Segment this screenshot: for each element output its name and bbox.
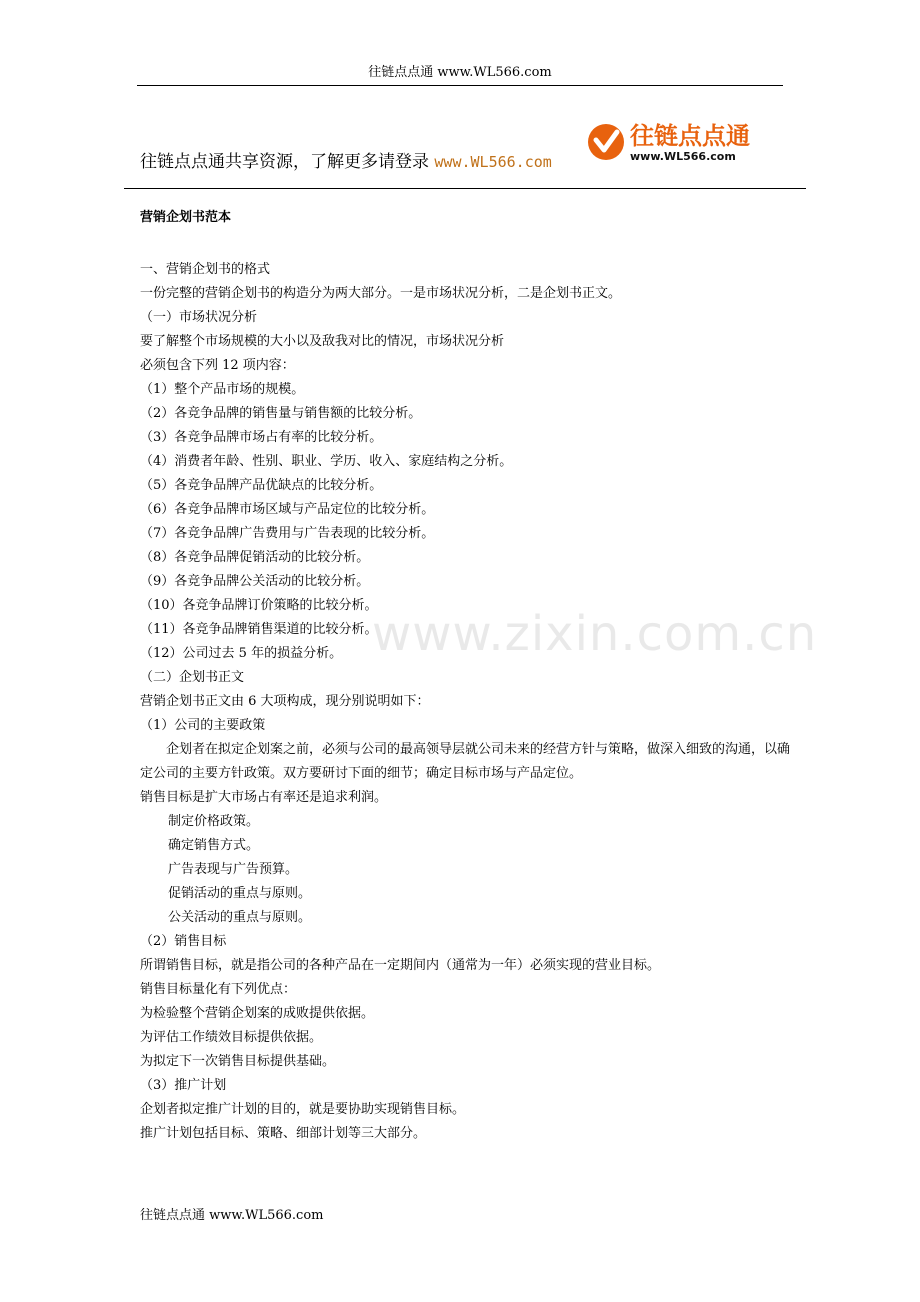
body-line: 销售目标是扩大市场占有率还是追求利润。 (140, 790, 388, 805)
body-line: （7）各竞争品牌广告费用与广告表现的比较分析。 (140, 526, 435, 541)
brand-logo[interactable] (586, 122, 750, 168)
body-line: 确定销售方式。 (168, 838, 260, 853)
body-line: 一份完整的营销企划书的构造分为两大部分。一是市场状况分析，二是企划书正文。 (140, 286, 622, 301)
body-line: 营销企划书正文由 6 大项构成，现分别说明如下： (140, 694, 430, 709)
document-body (140, 258, 790, 1146)
body-line: 企划者在拟定企划案之前，必须与公司的最高领导层就公司未来的经营方针与策略，做深入细致的沟通，以确定公司的主要方针政策。双方要研讨下面的细节；确定目标市场与产品定位。 (140, 742, 791, 781)
body-line: 一、营销企划书的格式 (140, 262, 271, 277)
body-line: 企划者拟定推广计划的目的，就是要协助实现销售目标。 (140, 1102, 466, 1117)
body-line: 制定价格政策。 (168, 814, 260, 829)
body-line: 要了解整个市场规模的大小以及敌我对比的情况，市场状况分析 (140, 334, 505, 349)
logo-url: www.WL566.com (630, 150, 736, 163)
body-line: 所谓销售目标，就是指公司的各种产品在一定期间内（通常为一年）必须实现的营业目标。 (140, 958, 661, 973)
banner-divider (124, 188, 806, 189)
body-line: 推广计划包括目标、策略、细部计划等三大部分。 (140, 1126, 427, 1141)
body-line: 广告表现与广告预算。 (168, 862, 299, 877)
body-line: 公关活动的重点与原则。 (168, 910, 312, 925)
body-line: 必须包含下列 12 项内容： (140, 358, 295, 373)
body-line: （5）各竞争品牌产品优缺点的比较分析。 (140, 478, 383, 493)
document-title: 营销企划书范本 (140, 210, 232, 225)
body-line: （12）公司过去 5 年的损益分析。 (140, 646, 343, 661)
body-line: （9）各竞争品牌公关活动的比较分析。 (140, 574, 370, 589)
logo-check-icon (586, 122, 626, 162)
page-header: 往链点点通 www.WL566.com (368, 65, 552, 80)
body-line: （3）推广计划 (140, 1078, 227, 1093)
body-line: （二）企划书正文 (140, 670, 245, 685)
body-line: （一）市场状况分析 (140, 310, 258, 325)
body-line: 为评估工作绩效目标提供依据。 (140, 1030, 323, 1045)
page-footer: 往链点点通 www.WL566.com (140, 1208, 324, 1223)
logo-title: 往链点点通 (630, 122, 750, 150)
body-line: （3）各竞争品牌市场占有率的比较分析。 (140, 430, 383, 445)
body-line: （2）各竞争品牌的销售量与销售额的比较分析。 (140, 406, 422, 421)
body-line: （2）销售目标 (140, 934, 227, 949)
body-line: （1）整个产品市场的规模。 (140, 382, 305, 397)
body-line: 销售目标量化有下列优点： (140, 982, 297, 997)
body-line: 为拟定下一次销售目标提供基础。 (140, 1054, 336, 1069)
body-line: （10）各竞争品牌订价策略的比较分析。 (140, 598, 378, 613)
body-line: 为检验整个营销企划案的成败提供依据。 (140, 1006, 375, 1021)
banner-text: 往链点点通共享资源，了解更多请登录 (140, 152, 429, 172)
body-line: （8）各竞争品牌促销活动的比较分析。 (140, 550, 370, 565)
body-line: 促销活动的重点与原则。 (168, 886, 312, 901)
body-line: （4）消费者年龄、性别、职业、学历、收入、家庭结构之分析。 (140, 454, 513, 469)
body-line: （1）公司的主要政策 (140, 718, 266, 733)
header-divider (137, 85, 783, 86)
banner-url-link[interactable]: www.WL566.com (434, 153, 552, 171)
watermark: www.zixin.com.cn (372, 606, 818, 662)
banner (140, 150, 552, 174)
body-line: （6）各竞争品牌市场区域与产品定位的比较分析。 (140, 502, 435, 517)
body-line: （11）各竞争品牌销售渠道的比较分析。 (140, 622, 378, 637)
